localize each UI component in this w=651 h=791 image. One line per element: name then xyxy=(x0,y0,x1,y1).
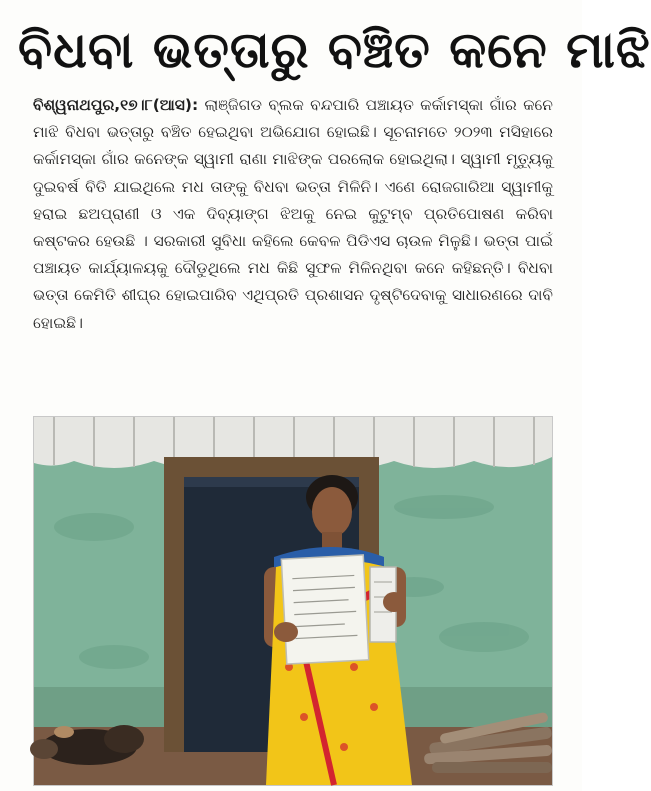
article-body xyxy=(33,92,553,337)
news-photo xyxy=(33,416,553,786)
article-text: ଲାଞ୍ଜିଗଡ ବ୍ଲକ ବନ୍ଦପାରି ପଞ୍ଚାୟତ କର୍କାମସ୍କା ଗାଁର କନେ ମାଝି ବିଧବା ଭତ୍ତାରୁ ବଞ୍ଚିତ ହେଇଥିବା ଅଭିଯୋଗ ହୋଇଛି। ସୂଚନାମତେ ୨୦୨୩ ମସିହାରେ କର୍କାମସ୍କା ଗାଁର କନେଙ୍କ ସ୍ୱାମୀ ରାଣା ମାଝିଙ୍କ ପରଲୋକ ହୋଇଥିଲା। ସ୍ୱାମୀ ମୃତ୍ୟୁକୁ ଦୁଇବର୍ଷ ବିତି ଯାଇଥିଲେ ମଧ ତାଙ୍କୁ ବିଧବା ଭତ୍ତା ମିଳିନି। ଏଣେ ରୋଜଗାରିଆ ସ୍ୱାମୀକୁ ହରାଇ ଛଅପ୍ରାଣୀ ଓ ଏକ ଦିବ୍ୟାଙ୍ଗ ଝିଅକୁ ନେଇ କୁଟୁମ୍ବ ପ୍ରତିପୋଷଣ କରିବା କଷ୍ଟକର ହେଉଛି । ସରକାରୀ ସୁବିଧା କହିଲେ କେବଳ ପିଡିଏସ ଚାଉଳ ମିଳୁଛି। ଭତ୍ତା ପାଇଁ ପଞ୍ଚାୟତ କାର୍ଯ୍ୟାଳୟକୁ ଦୌଡୁଥିଲେ ମଧ କିଛି ସୁଫଳ ମିଳିନଥିବା କନେ କହିଛନ୍ତି। ବିଧବା ଭତ୍ତା କେମିତି ଶୀଘ୍ର ହୋଇପାରିବ ଏଥିପ୍ରତି ପ୍ରଶାସନ ଦୃଷ୍ଟିଦେବାକୁ ସାଧାରଣରେ ଦାବି ହୋଇଛି। xyxy=(33,96,553,332)
article-dateline: ବିଶ୍ୱନାଥପୁର,୧୭।୮(ଆସ): xyxy=(33,96,199,114)
photo-illustration xyxy=(34,417,552,785)
headline: ବିଧବା ଭତ୍ତାରୁ ବଞ୍ଚିତ କନେ ମାଝି xyxy=(18,21,651,79)
